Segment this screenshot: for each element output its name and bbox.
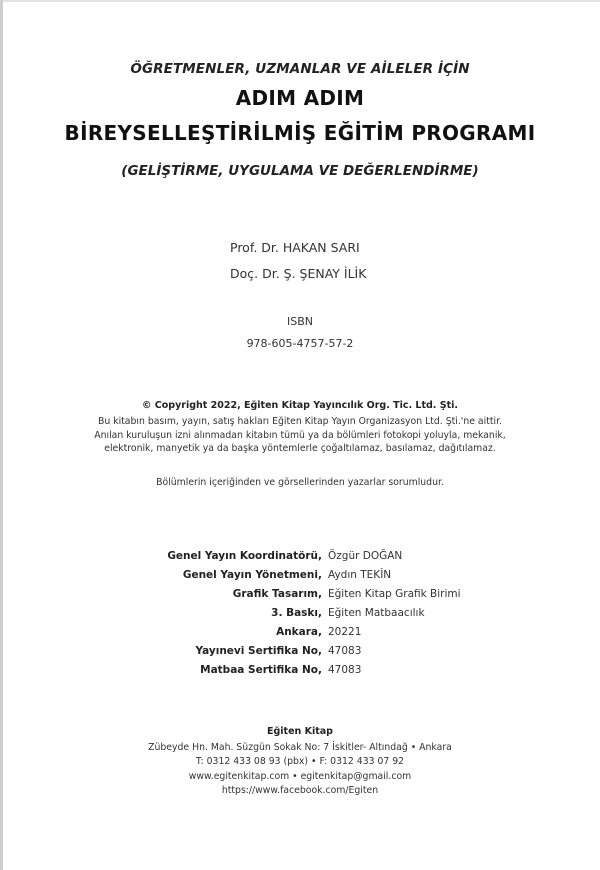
credit-role: Yayınevi Sertifika No,: [195, 644, 322, 657]
publisher-web-email: www.egitenkitap.com • egitenkitap@gmail.com: [188, 770, 412, 782]
page-top-edge: [0, 0, 600, 2]
credit-role: Genel Yayın Yönetmeni,: [182, 568, 322, 581]
publisher-facebook: https://www.facebook.com/Egiten: [221, 784, 379, 796]
isbn-label: ISBN: [286, 315, 313, 328]
audience-line: ÖĞRETMENLER, UZMANLAR VE AİLELER İÇİN: [130, 61, 470, 77]
copyright-heading: © Copyright 2022, Eğiten Kitap Yayıncılık Org. Tic. Ltd. Şti.: [142, 400, 458, 411]
book-title-line-2: BİREYSELLEŞTİRİLMİŞ EĞİTİM PROGRAMI: [64, 121, 536, 145]
credit-value: 47083: [328, 663, 362, 676]
credit-row: [100, 565, 540, 584]
responsibility-note: Bölümlerin içeriğinden ve görsellerinden yazarlar sorumludur.: [156, 477, 444, 488]
credit-role: Matbaa Sertifika No,: [200, 663, 322, 676]
book-subtitle: (GELİŞTİRME, UYGULAMA VE DEĞERLENDİRME): [121, 163, 479, 179]
author-name: Doç. Dr. Ş. ŞENAY İLİK: [230, 266, 367, 281]
credit-row: [100, 622, 540, 641]
publisher-contact: [0, 741, 600, 798]
credit-row: [100, 584, 540, 603]
publisher-address: Zübeyde Hn. Mah. Süzgün Sokak No: 7 İskitler- Altındağ • Ankara: [148, 742, 452, 753]
publisher-phone: T: 0312 433 08 93 (pbx) • F: 0312 433 07 92: [195, 756, 405, 768]
credit-role: Genel Yayın Koordinatörü,: [167, 549, 322, 562]
copyright-line: Anılan kuruluşun izni alınmadan kitabın tümü ya da bölümleri fotokopi yoluyla, mekanik,: [94, 429, 506, 441]
credit-value: Eğiten Kitap Grafik Birimi: [328, 587, 461, 600]
credit-role: Grafik Tasarım,: [232, 587, 322, 600]
credit-value: Özgür DOĞAN: [328, 549, 403, 562]
publisher-name: Eğiten Kitap: [267, 726, 333, 737]
credit-row: [100, 641, 540, 660]
book-title-line-1: ADIM ADIM: [235, 86, 365, 110]
credit-value: Eğiten Matbaacılık: [328, 606, 425, 619]
credit-row: [100, 546, 540, 565]
credit-role: 3. Baskı,: [271, 606, 322, 619]
credit-value: 47083: [328, 644, 362, 657]
copyright-notice: [0, 415, 600, 456]
credits-table: [100, 546, 540, 679]
author-name: Prof. Dr. HAKAN SARI: [230, 240, 360, 255]
isbn-number: 978-605-4757-57-2: [246, 337, 354, 350]
credit-value: Aydın TEKİN: [328, 568, 392, 581]
copyright-line: Bu kitabın basım, yayın, satış hakları Eğiten Kitap Yayın Organizasyon Ltd. Şti.'ne aittir.: [97, 416, 503, 427]
credit-value: 20221: [328, 625, 362, 638]
authors-block: [230, 235, 366, 287]
credit-row: [100, 603, 540, 622]
copyright-line: elektronik, manyetik ya da başka yöntemlerle çoğaltılamaz, basılamaz, dağıtılamaz.: [104, 443, 496, 454]
credit-role: Ankara,: [276, 625, 322, 638]
credit-row: [100, 660, 540, 679]
